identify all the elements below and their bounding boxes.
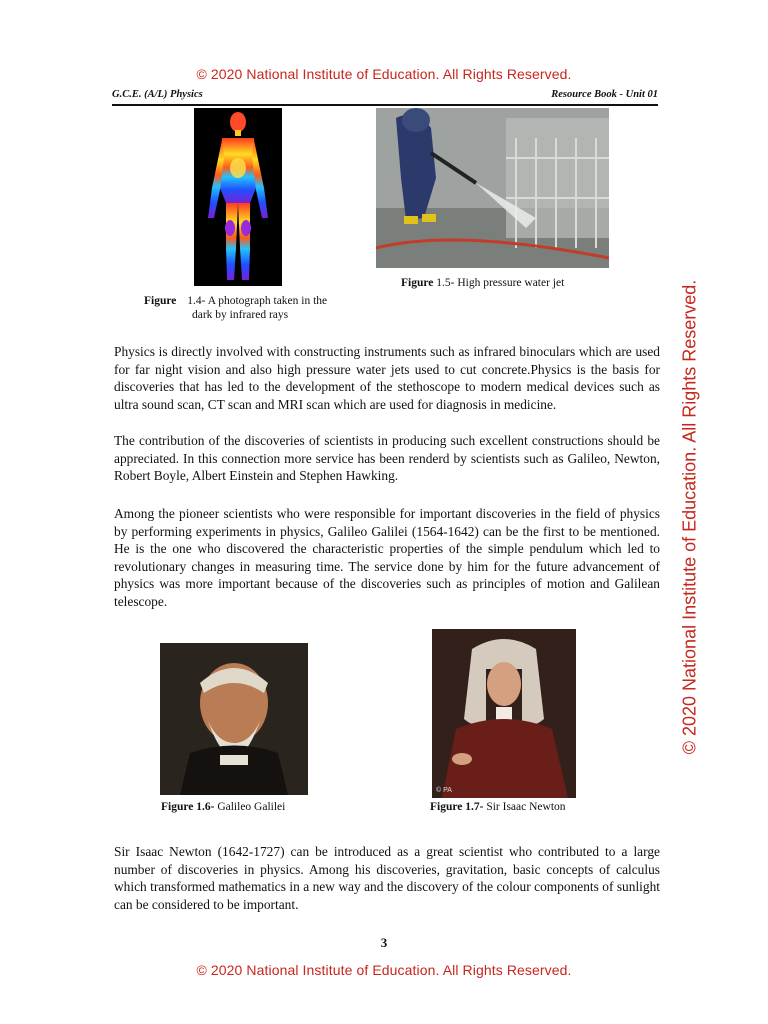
figure-1-4-text: 1.4- A photograph taken in the (187, 295, 328, 307)
paragraph-1: Physics is directly involved with constructing instruments such as infrared binoculars which are used for far night vision and also high pressure water jets used to cut concrete.Physics is the basis for discoveries that has led to the development of the stethoscope to modern medical devices such as ultra sound scan, CT scan and MRI scan which are used for diagnosis in medicine. (114, 344, 660, 412)
header-right: Resource Book - Unit 01 (551, 89, 658, 100)
figure-1-7-text: Sir Isaac Newton (486, 801, 566, 813)
figure-1-7-caption (430, 800, 566, 814)
figure-1-4-label: Figure (144, 295, 177, 307)
header-left: G.C.E. (A/L) Physics (112, 89, 203, 100)
water-jet-figure-graphic (376, 108, 609, 268)
paragraph-2: The contribution of the discoveries of scientists in producing such excellent constructions should be appreciated. In this connection more service has been renderd by scientists such as Galileo, Newton, Robert Boyle, Albert Einstein and Stephen Hawking. (114, 433, 660, 483)
water-jet-photo (376, 108, 609, 268)
figure-1-6-label: Figure 1.6- (161, 801, 215, 813)
page-number: 3 (380, 935, 388, 950)
copyright-top: © 2020 National Institute of Education. All Rights Reserved. (196, 66, 572, 82)
paragraph-3: Among the pioneer scientists who were responsible for important discoveries in the field of physics by performing experiments in physics, Galileo Galilei (1564-1642) can be the first to be mentioned. He is the one who discovered the characteristic properties of the simple pendulum which led to revolutionary changes in measuring time. The service done by him for the future advancement of physics was more important because of the discoveries such as principles of motion and Galilean telescope. (114, 506, 660, 609)
figure-1-6-caption (161, 800, 285, 814)
galileo-portrait (160, 643, 308, 795)
infrared-figure-graphic (194, 108, 282, 286)
paragraph-4: Sir Isaac Newton (1642-1727) can be introduced as a great scientist who contributed to a large number of discoveries in physics. Among his discoveries, gravitation, basic concepts of calculus which transformed mathematics in a new way and the discovery of the colour components of sunlight can be considered to be important. (114, 844, 660, 912)
figure-1-5-label: Figure (401, 277, 434, 289)
figure-1-4-caption-line2: dark by infrared rays (192, 309, 289, 321)
running-header (112, 88, 658, 106)
figure-1-7-label: Figure 1.7- (430, 801, 484, 813)
newton-portrait-graphic (432, 629, 576, 798)
copyright-side-text: © 2020 National Institute of Education. All Rights Reserved. (679, 279, 700, 755)
infrared-photo (194, 108, 282, 286)
figure-1-4-caption (144, 294, 327, 308)
figure-1-5-text: 1.5- High pressure water jet (436, 277, 565, 289)
newton-portrait (432, 629, 576, 798)
galileo-portrait-graphic (160, 643, 308, 795)
copyright-bottom: © 2020 National Institute of Education. All Rights Reserved. (196, 962, 572, 978)
photo-credit-watermark: © PA (436, 787, 452, 794)
figure-1-5-caption (401, 276, 564, 290)
figure-1-6-text: Galileo Galilei (217, 801, 286, 813)
